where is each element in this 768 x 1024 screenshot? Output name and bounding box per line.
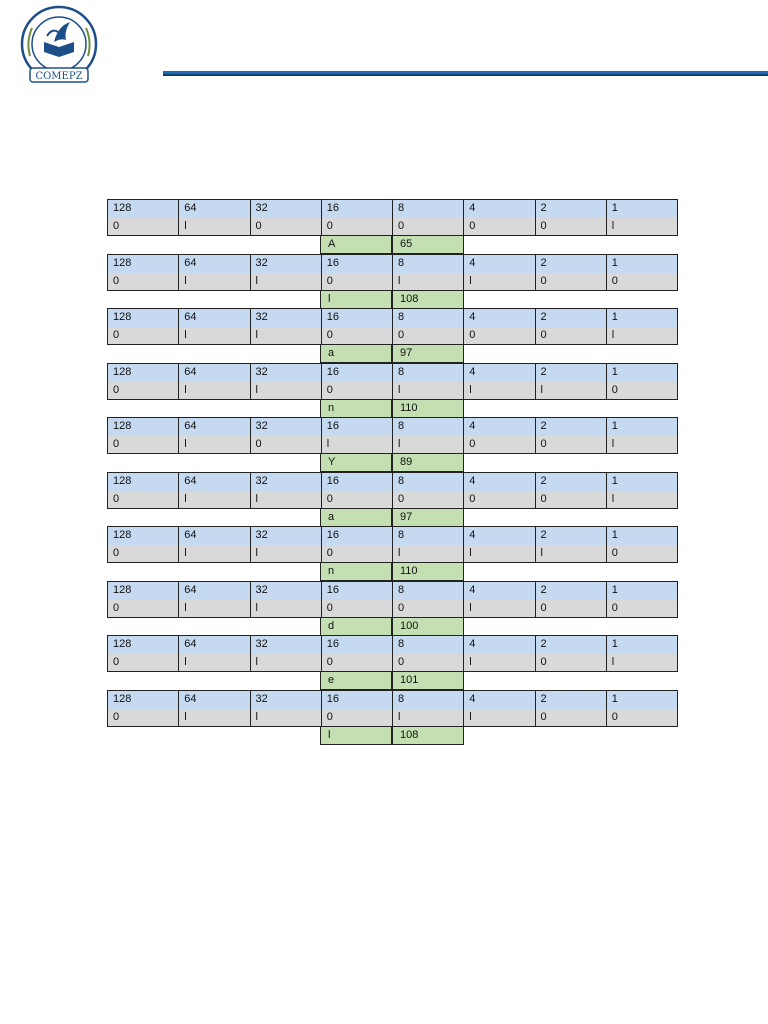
character-row (107, 345, 678, 363)
bit-cell: 0 (393, 654, 464, 672)
weight-cell: 16 (321, 527, 392, 545)
weight-cell: 1 (606, 472, 677, 490)
header-rule (163, 71, 768, 76)
bit-cell: 0 (321, 327, 392, 345)
character-row (107, 454, 678, 472)
bit-cell: l (250, 272, 321, 290)
character-cell: l (320, 727, 392, 745)
bit-cell: 0 (606, 272, 677, 290)
weight-cell: 16 (321, 363, 392, 381)
weight-cell: 32 (250, 472, 321, 490)
weight-cell: 2 (535, 636, 606, 654)
weight-cell: 32 (250, 527, 321, 545)
bit-cell: l (321, 436, 392, 454)
bit-cell: l (250, 708, 321, 726)
weight-cell: 1 (606, 581, 677, 599)
character-cell: A (320, 236, 392, 254)
binary-block (107, 472, 678, 527)
bit-cell: l (179, 545, 250, 563)
logo-lettering: COMEPZ (35, 71, 83, 82)
bit-cell: l (606, 218, 677, 236)
bit-cell: l (250, 545, 321, 563)
bit-table (107, 199, 678, 236)
bit-cell: l (464, 545, 535, 563)
weight-cell: 128 (108, 472, 179, 490)
weight-cell: 8 (393, 527, 464, 545)
binary-block (107, 635, 678, 690)
bit-cell: 0 (535, 218, 606, 236)
ascii-code-cell: 100 (392, 618, 464, 636)
weight-cell: 16 (321, 690, 392, 708)
weight-cell: 4 (464, 690, 535, 708)
weight-cell: 32 (250, 363, 321, 381)
weight-cell: 4 (464, 472, 535, 490)
weight-cell: 2 (535, 581, 606, 599)
weights-row (108, 636, 678, 654)
bit-cell: 0 (108, 436, 179, 454)
weight-cell: 32 (250, 690, 321, 708)
weight-cell: 128 (108, 254, 179, 272)
bit-table (107, 472, 678, 509)
weights-row (108, 690, 678, 708)
bit-cell: l (393, 272, 464, 290)
weight-cell: 32 (250, 254, 321, 272)
bit-cell: 0 (250, 436, 321, 454)
bits-row (108, 436, 678, 454)
bit-table (107, 308, 678, 345)
bit-cell: 0 (321, 545, 392, 563)
weight-cell: 16 (321, 581, 392, 599)
weight-cell: 4 (464, 581, 535, 599)
weight-cell: 4 (464, 254, 535, 272)
bit-cell: l (179, 218, 250, 236)
weight-cell: 64 (179, 690, 250, 708)
bit-table (107, 363, 678, 400)
bit-cell: l (606, 490, 677, 508)
bits-row (108, 490, 678, 508)
weight-cell: 32 (250, 309, 321, 327)
bit-table (107, 635, 678, 672)
weights-row (108, 254, 678, 272)
bit-cell: l (250, 599, 321, 617)
weight-cell: 128 (108, 418, 179, 436)
bits-row (108, 708, 678, 726)
bit-cell: l (464, 599, 535, 617)
weight-cell: 1 (606, 527, 677, 545)
bit-cell: 0 (321, 654, 392, 672)
character-row (107, 563, 678, 581)
weights-row (108, 581, 678, 599)
weight-cell: 2 (535, 418, 606, 436)
weight-cell: 64 (179, 363, 250, 381)
bit-cell: l (179, 654, 250, 672)
weight-cell: 1 (606, 418, 677, 436)
character-row (107, 291, 678, 309)
weight-cell: 128 (108, 309, 179, 327)
weight-cell: 4 (464, 636, 535, 654)
bits-row (108, 654, 678, 672)
character-row (107, 236, 678, 254)
weight-cell: 1 (606, 254, 677, 272)
bit-cell: l (179, 490, 250, 508)
bit-cell: 0 (321, 490, 392, 508)
bit-cell: 0 (464, 490, 535, 508)
weight-cell: 128 (108, 200, 179, 218)
bit-cell: l (250, 381, 321, 399)
ascii-code-cell: 101 (392, 672, 464, 690)
weight-cell: 32 (250, 200, 321, 218)
weight-cell: 128 (108, 527, 179, 545)
binary-block (107, 363, 678, 418)
bits-row (108, 272, 678, 290)
bits-row (108, 218, 678, 236)
character-cell: Y (320, 454, 392, 472)
bit-cell: 0 (464, 436, 535, 454)
bit-cell: 0 (321, 272, 392, 290)
weight-cell: 2 (535, 309, 606, 327)
character-cell: a (320, 345, 392, 363)
character-cell: a (320, 509, 392, 527)
ascii-code-cell: 110 (392, 563, 464, 581)
character-cell: n (320, 400, 392, 418)
bit-cell: l (393, 708, 464, 726)
bit-cell: 0 (321, 381, 392, 399)
ascii-code-cell: 97 (392, 509, 464, 527)
bit-cell: l (535, 545, 606, 563)
bit-cell: 0 (606, 708, 677, 726)
bit-cell: 0 (606, 545, 677, 563)
character-row (107, 618, 678, 636)
weight-cell: 16 (321, 472, 392, 490)
bit-cell: 0 (108, 490, 179, 508)
binary-block (107, 308, 678, 363)
bit-cell: 0 (393, 490, 464, 508)
bit-cell: l (606, 654, 677, 672)
bit-cell: 0 (464, 218, 535, 236)
bit-cell: 0 (535, 490, 606, 508)
bits-row (108, 381, 678, 399)
weight-cell: 64 (179, 527, 250, 545)
weight-cell: 128 (108, 581, 179, 599)
weight-cell: 1 (606, 363, 677, 381)
bit-cell: 0 (464, 327, 535, 345)
weight-cell: 1 (606, 690, 677, 708)
weight-cell: 2 (535, 254, 606, 272)
character-cell: n (320, 563, 392, 581)
bit-cell: l (535, 381, 606, 399)
weight-cell: 128 (108, 363, 179, 381)
binary-block (107, 690, 678, 745)
weight-cell: 2 (535, 690, 606, 708)
bit-cell: 0 (535, 436, 606, 454)
bit-cell: l (606, 436, 677, 454)
weight-cell: 16 (321, 254, 392, 272)
binary-block (107, 526, 678, 581)
binary-block (107, 254, 678, 309)
character-cell: l (320, 291, 392, 309)
character-cell: e (320, 672, 392, 690)
bit-cell: 0 (108, 545, 179, 563)
weight-cell: 1 (606, 636, 677, 654)
bit-cell: l (250, 490, 321, 508)
weight-cell: 8 (393, 581, 464, 599)
bit-cell: 0 (108, 708, 179, 726)
bit-cell: 0 (535, 272, 606, 290)
weight-cell: 8 (393, 200, 464, 218)
bit-table (107, 254, 678, 291)
bit-cell: l (393, 436, 464, 454)
bit-cell: 0 (535, 599, 606, 617)
weight-cell: 64 (179, 309, 250, 327)
weights-row (108, 418, 678, 436)
weight-cell: 8 (393, 418, 464, 436)
bit-cell: 0 (606, 381, 677, 399)
character-row (107, 672, 678, 690)
weight-cell: 4 (464, 418, 535, 436)
weight-cell: 32 (250, 418, 321, 436)
weight-cell: 4 (464, 363, 535, 381)
bits-row (108, 545, 678, 563)
bit-table (107, 690, 678, 727)
weights-row (108, 363, 678, 381)
weight-cell: 8 (393, 690, 464, 708)
character-row (107, 509, 678, 527)
bit-cell: l (606, 327, 677, 345)
bit-cell: 0 (108, 327, 179, 345)
bit-cell: 0 (535, 327, 606, 345)
bit-cell: l (250, 654, 321, 672)
bit-cell: l (179, 708, 250, 726)
ascii-code-cell: 108 (392, 291, 464, 309)
ascii-code-cell: 108 (392, 727, 464, 745)
bit-cell: l (393, 381, 464, 399)
bit-cell: 0 (321, 708, 392, 726)
weight-cell: 2 (535, 472, 606, 490)
weight-cell: 2 (535, 200, 606, 218)
weight-cell: 1 (606, 200, 677, 218)
bit-cell: l (179, 272, 250, 290)
bit-cell: 0 (108, 654, 179, 672)
weight-cell: 64 (179, 636, 250, 654)
bit-cell: 0 (250, 218, 321, 236)
weights-row (108, 309, 678, 327)
ascii-code-cell: 89 (392, 454, 464, 472)
character-cell: d (320, 618, 392, 636)
weight-cell: 128 (108, 636, 179, 654)
bit-cell: 0 (108, 381, 179, 399)
bit-cell: l (464, 654, 535, 672)
bit-cell: l (464, 381, 535, 399)
weight-cell: 4 (464, 200, 535, 218)
weight-cell: 8 (393, 472, 464, 490)
bit-cell: l (464, 272, 535, 290)
weight-cell: 4 (464, 527, 535, 545)
bit-cell: 0 (393, 218, 464, 236)
weight-cell: 64 (179, 472, 250, 490)
weight-cell: 32 (250, 581, 321, 599)
weight-cell: 64 (179, 418, 250, 436)
bit-cell: 0 (108, 599, 179, 617)
character-row (107, 727, 678, 745)
weight-cell: 8 (393, 309, 464, 327)
weight-cell: 8 (393, 363, 464, 381)
institution-seal-logo (14, 4, 104, 88)
ascii-code-cell: 65 (392, 236, 464, 254)
bit-cell: 0 (321, 218, 392, 236)
binary-block (107, 417, 678, 472)
bit-cell: l (250, 327, 321, 345)
bit-cell: 0 (393, 599, 464, 617)
ascii-code-cell: 97 (392, 345, 464, 363)
bit-cell: l (179, 436, 250, 454)
weight-cell: 2 (535, 363, 606, 381)
weight-cell: 32 (250, 636, 321, 654)
bit-cell: 0 (393, 327, 464, 345)
bit-cell: l (179, 327, 250, 345)
bit-cell: 0 (606, 599, 677, 617)
weight-cell: 64 (179, 254, 250, 272)
bit-cell: 0 (108, 218, 179, 236)
weights-row (108, 472, 678, 490)
bit-cell: 0 (535, 708, 606, 726)
bit-cell: 0 (321, 599, 392, 617)
weight-cell: 64 (179, 200, 250, 218)
weights-row (108, 200, 678, 218)
weight-cell: 8 (393, 636, 464, 654)
weight-cell: 16 (321, 636, 392, 654)
bit-cell: l (179, 599, 250, 617)
bit-table (107, 526, 678, 563)
weight-cell: 8 (393, 254, 464, 272)
weight-cell: 64 (179, 581, 250, 599)
character-row (107, 400, 678, 418)
binary-block (107, 199, 678, 254)
weight-cell: 16 (321, 200, 392, 218)
bit-cell: 0 (535, 654, 606, 672)
bit-table (107, 581, 678, 618)
weight-cell: 16 (321, 309, 392, 327)
weights-row (108, 527, 678, 545)
binary-block (107, 581, 678, 636)
bit-cell: l (464, 708, 535, 726)
weight-cell: 4 (464, 309, 535, 327)
bits-row (108, 327, 678, 345)
weight-cell: 128 (108, 690, 179, 708)
ascii-code-cell: 110 (392, 400, 464, 418)
weight-cell: 1 (606, 309, 677, 327)
bit-table (107, 417, 678, 454)
weight-cell: 16 (321, 418, 392, 436)
bit-cell: 0 (108, 272, 179, 290)
binary-conversion-table (107, 199, 678, 744)
bits-row (108, 599, 678, 617)
weight-cell: 2 (535, 527, 606, 545)
bit-cell: l (393, 545, 464, 563)
bit-cell: l (179, 381, 250, 399)
